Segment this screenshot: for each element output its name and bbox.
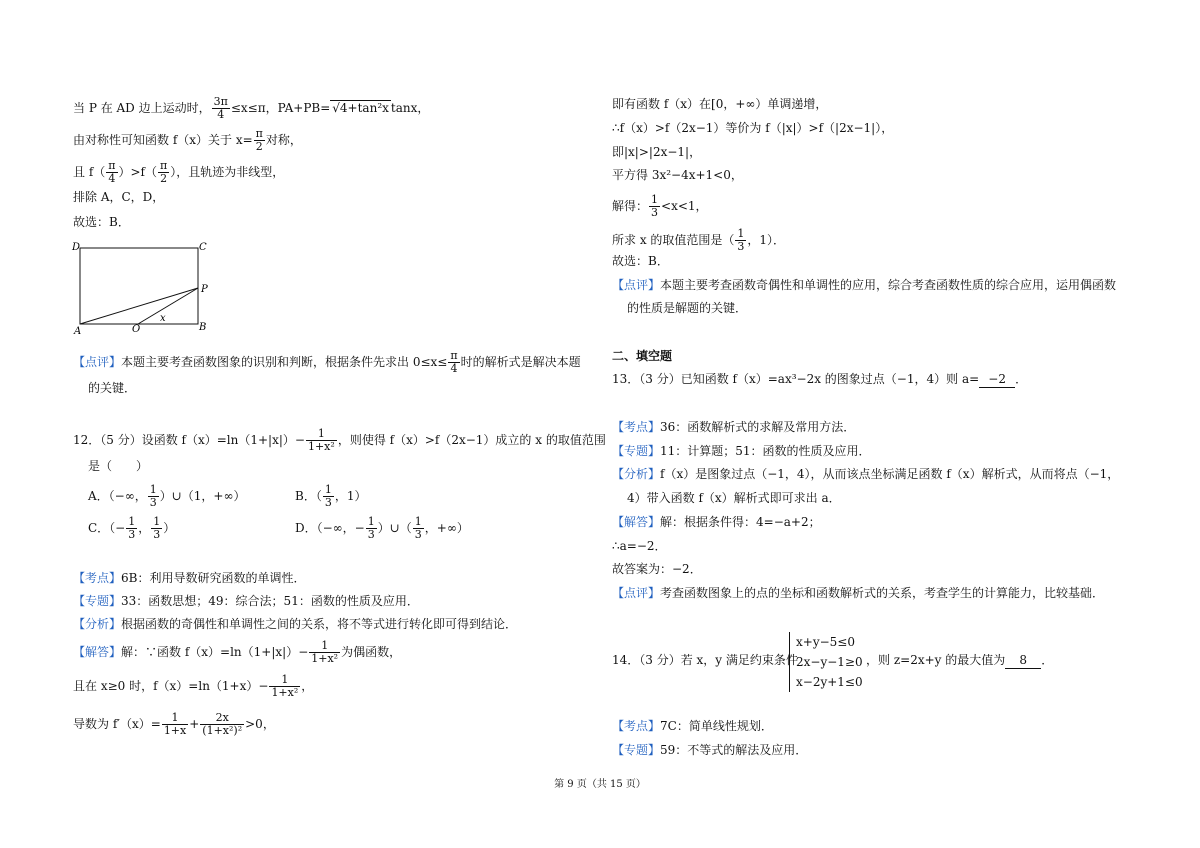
comment-line: 【点评】本题主要考查函数奇偶性和单调性的应用，综合考查函数性质的综合应用，运用偶函数 xyxy=(612,278,1117,292)
comment-line: 【点评】考查函数图象上的点的坐标和函数解析式的关系，考查学生的计算能力，比较基础． xyxy=(612,586,1105,600)
text-line: 导数为 f′（x）= $\frac{1}{1+x}$ + $\frac{2x}{\text{(1+x²)²}}$ >0， xyxy=(73,711,275,737)
constraint-system: x+y−5≤0 2x−y−1≥0 x−2y+1≤0 xyxy=(789,632,863,692)
kaodian-line: 【考点】7C：简单线性规划． xyxy=(612,719,773,733)
option-d: D．（−∞，− $\frac{1}{3}$ ）∪（ $\frac{1}{3}$ ，+∞） xyxy=(295,515,469,541)
jieda-line: 【解答】解：∵函数 f（x）=ln（1+|x|）− $\frac{1}{\text{1+x²}}$ 为偶函数， xyxy=(73,639,402,665)
text-line: 且在 x≥0 时，f（x）=ln（1+x）− $\frac{1}{\text{1+x²}}$ ， xyxy=(73,673,314,699)
option-b: B．（ $\frac{1}{3}$ ，1） xyxy=(295,483,367,509)
answer-blank: −2 xyxy=(979,371,1015,388)
comment-line: 【点评】本题主要考查函数图象的识别和判断，根据条件先求出 0≤x≤ $\frac{\pi}{4}$ 时的解析式是解决本题 xyxy=(73,349,581,375)
section-heading: 二、填空题 xyxy=(612,349,673,363)
label-c: C xyxy=(199,242,207,253)
rectangle-figure xyxy=(70,238,220,338)
text-line: ∴a=−2． xyxy=(612,539,667,553)
text-line: 且 f（ $\frac{\pi}{4}$ ）>f（ $\frac{\pi}{2}$ ），且轨迹为非线型， xyxy=(73,159,285,185)
text-line: 平方得 3x²−4x+1<0， xyxy=(612,168,743,182)
zhuanti-line: 【专题】11：计算题；51：函数的性质及应用． xyxy=(612,444,871,458)
label-o: O xyxy=(132,324,141,335)
text-line: 即|x|>|2x−1|， xyxy=(612,145,702,159)
label-a: A xyxy=(74,326,82,337)
text-line: 的关键． xyxy=(88,381,137,395)
option-c: C．（− $\frac{1}{3}$ ， $\frac{1}{3}$ ） xyxy=(88,515,176,541)
question-13: 13．（3 分）已知函数 f（x）=ax³−2x 的图象过点（−1，4）则 a= −2 ． xyxy=(612,372,1028,386)
option-a: A．（−∞， $\frac{1}{3}$ ）∪（1，+∞） xyxy=(88,483,246,509)
kaodian-line: 【考点】6B：利用导数研究函数的单调性． xyxy=(73,571,306,585)
text-line: 的性质是解题的关键． xyxy=(627,301,748,315)
text-line: 由对称性可知函数 f（x）关于 x= $\frac{\pi}{2}$ 对称， xyxy=(73,127,302,153)
text-line: 4）带入函数 f（x）解析式即可求出 a． xyxy=(627,491,841,505)
zhuanti-line: 【专题】59：不等式的解法及应用． xyxy=(612,743,808,757)
answer-blank: 8 xyxy=(1005,652,1041,669)
fraction: $\frac{\pi}{4}$ xyxy=(108,159,116,185)
text-line: 故答案为：−2． xyxy=(612,562,702,576)
text-line: 故选：B． xyxy=(612,254,669,268)
text-line: 即有函数 f（x）在[0，+∞）单调递增， xyxy=(612,97,828,111)
label-x: x xyxy=(160,313,166,324)
rectangle-abcd xyxy=(80,248,198,324)
fenxi-line: 【分析】根据函数的奇偶性和单调性之间的关系，将不等式进行转化即可得到结论． xyxy=(73,617,518,631)
fraction: $\frac{1}{\text{1+x²}}$ xyxy=(307,427,335,453)
text-line: 解得： $\frac{1}{3}$ <x<1， xyxy=(612,193,708,219)
text-line: ∴f（x）>f（2x−1）等价为 f（|x|）>f（|2x−1|）， xyxy=(612,121,894,135)
sqrt-expression: √4+tan²x xyxy=(332,101,389,115)
label-d: D xyxy=(72,242,81,253)
question-12: 12．（5 分）设函数 f（x）=ln（1+|x|）− $\frac{1}{\text{1+x²}}$ ，则使得 f（x）>f（2x−1）成立的 x 的取值范围 xyxy=(73,427,606,453)
fraction: $\frac{3\pi}{4}$ xyxy=(213,95,228,121)
fraction: $\frac{\pi}{2}$ xyxy=(160,159,168,185)
text-line: 所求 x 的取值范围是（ $\frac{1}{3}$ ，1）． xyxy=(612,227,786,253)
jieda-line: 【解答】解：根据条件得：4=−a+2； xyxy=(612,515,821,529)
page-footer: 第 9 页（共 15 页） xyxy=(554,779,646,790)
segment-op xyxy=(138,288,198,324)
zhuanti-line: 【专题】33：函数思想；49：综合法；51：函数的性质及应用． xyxy=(73,594,419,608)
fraction: $\frac{\pi}{4}$ xyxy=(450,349,458,375)
kaodian-line: 【考点】36：函数解析式的求解及常用方法． xyxy=(612,420,856,434)
text-line: 故选：B． xyxy=(73,215,130,229)
text-line: 排除 A，C，D， xyxy=(73,190,165,204)
fenxi-line: 【分析】f（x）是图象过点（−1，4），从而该点坐标满足函数 f（x）解析式，从而将点（−1， xyxy=(612,467,1120,481)
question-14-tail: ，则 z=2x+y 的最大值为 8 ． xyxy=(866,653,1054,667)
fraction: $\frac{\pi}{2}$ xyxy=(255,127,263,153)
label-b: B xyxy=(199,322,207,333)
text-line: 当 P 在 AD 边上运动时， $\frac{3\pi}{4}$ ≤x≤π，PA+PB= √4+tan²x tanx， xyxy=(73,95,430,121)
text-line: 是（ ） xyxy=(88,459,149,473)
label-p: P xyxy=(201,284,208,295)
segment-ap xyxy=(80,288,198,324)
question-14: 14．（3 分）若 x，y 满足约束条件 xyxy=(612,653,798,667)
